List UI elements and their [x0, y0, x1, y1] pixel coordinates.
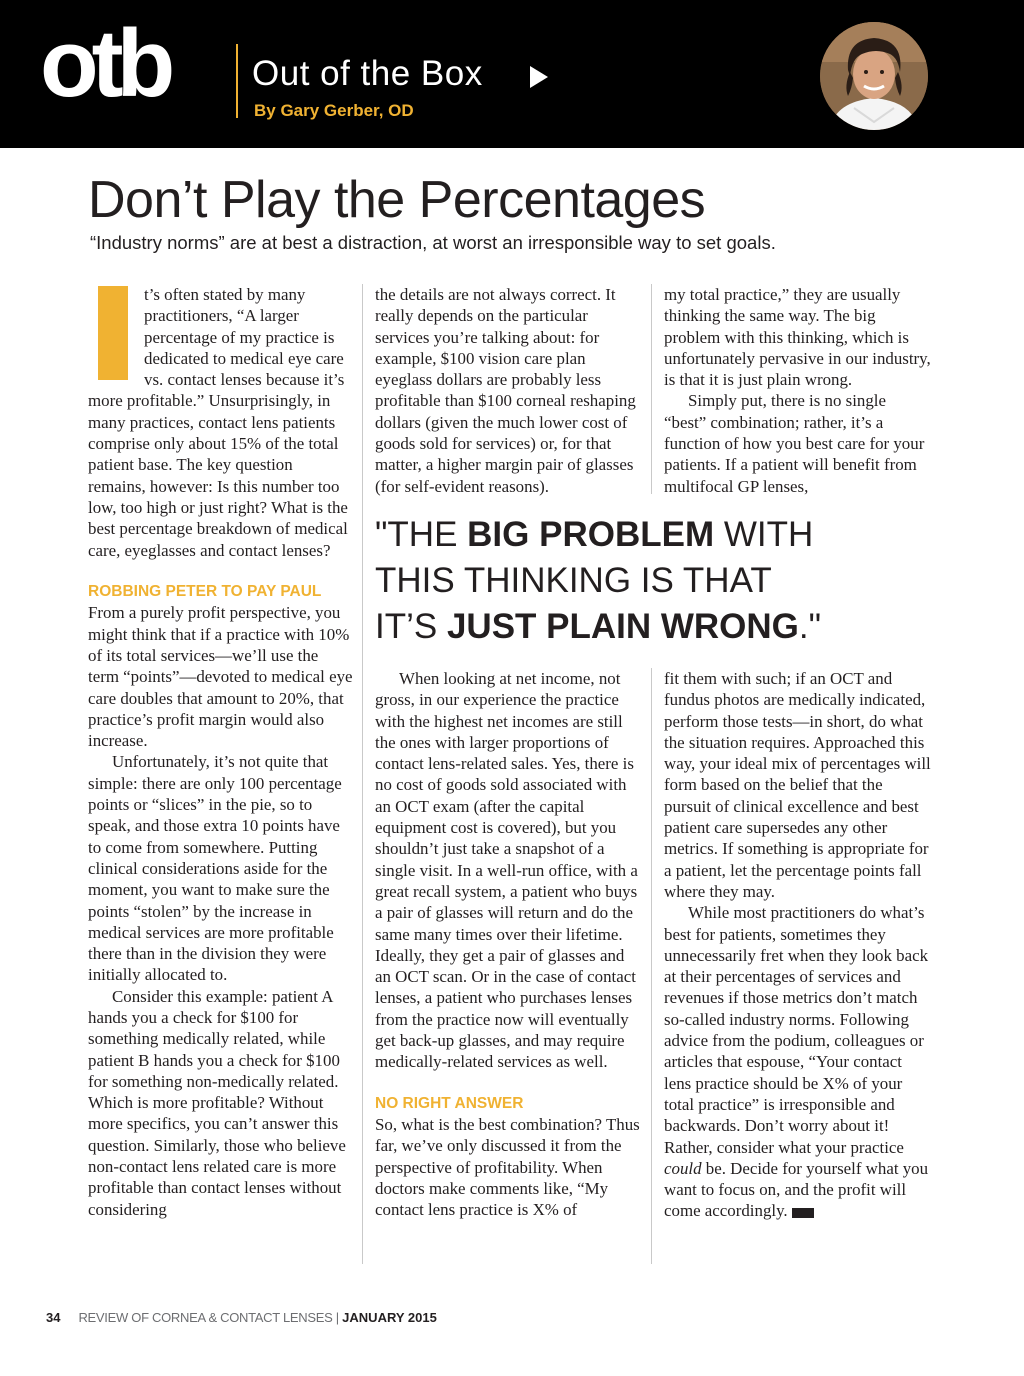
pull-quote-emphasis: BIG PROBLEM	[467, 515, 715, 554]
paragraph: Unfortunately, it’s not quite that simple: there are only 100 percentage points or “slices” in the pie, so to speak, and those extra 10 points have to come from somewhere. Putting clinical considerations aside for the moment, you want to make sure the points “stolen” by the increase in medical services are more profitable there than in the division they were initially allocated to.	[88, 752, 342, 985]
byline: By Gary Gerber, OD	[254, 101, 414, 120]
paragraph: my total practice,” they are usually thinking the same way. The big problem with this thinking, which is unfortunately pervasive in our industry, is that it is just plain wrong.	[664, 285, 931, 390]
paragraph-text: be. Decide for yourself what you want to focus on, and the profit will come accordingly.	[664, 1158, 929, 1221]
page-number: 34	[46, 1310, 61, 1325]
column-2-bottom	[375, 668, 640, 1221]
column-1	[88, 284, 353, 1220]
paragraph: Simply put, there is no single “best” combination; rather, it’s a function of how you best care for your patients. If a patient will benefit from multifocal GP lenses,	[664, 391, 925, 496]
page-footer	[46, 1311, 437, 1324]
column-3-bottom	[664, 668, 932, 1222]
paragraph	[664, 902, 932, 1221]
author-portrait-illustration	[820, 22, 928, 130]
play-arrow-icon	[530, 66, 548, 88]
pull-quote-text: WITH	[714, 515, 814, 554]
pull-quote-text: IT’S	[375, 607, 447, 646]
column-3-top	[664, 284, 932, 497]
header-banner	[0, 0, 1024, 148]
issue-date: JANUARY 2015	[342, 1310, 437, 1325]
column-divider	[362, 284, 363, 1264]
drop-cap	[98, 286, 128, 380]
italic-emphasis: could	[664, 1158, 702, 1178]
intro-paragraph	[88, 284, 353, 561]
column-divider	[651, 284, 652, 494]
paragraph: Consider this example: patient A hands you a check for $100 for something medically related, while patient B hands you a check for $100 for something non-medically related. Which is more profitable? Without more specifics, you can’t answer this question. Similarly, those who believe non-contact lens related care is more profitable than contact lenses without considering	[88, 986, 346, 1219]
header-divider	[236, 44, 238, 118]
section-title: Out of the Box	[252, 54, 483, 93]
pull-quote-text: THIS THINKING IS THAT	[375, 561, 772, 600]
column-2-top	[375, 284, 640, 497]
subhead-no-right-answer: NO RIGHT ANSWER	[375, 1094, 524, 1112]
article-deck: “Industry norms” are at best a distraction, at worst an irresponsible way to set goals.	[90, 232, 776, 253]
intro-text: t’s often stated by many practitioners, “A larger percentage of my practice is dedicated to medical eye care vs. contact lenses because it’s more profitable.” Unsurprisingly, in many practices, contact lens patients comprise only about 15% of the total patient base. The key question remains, however: Is this number too low, too high or just right? What is the best percentage breakdown of medical care, eyeglasses and contact lenses?	[88, 285, 348, 560]
publication-name: REVIEW OF CORNEA & CONTACT LENSES |	[78, 1310, 343, 1325]
paragraph: From a purely profit perspective, you might think that if a practice with 10% of its total services—we’ll use the term “points”—devoted to medical eye care doubles that amount to 20%, that practice’s profit margin would also increase.	[88, 603, 353, 751]
paragraph: fit them with such; if an OCT and fundus photos are medically indicated, perform those tests—in short, do what the situation requires. Approached this way, your ideal mix of percentages will form based on the belief that the pursuit of clinical excellence and best patient care supersedes any other metrics. If something is appropriate for a patient, let the percentage points fall where they may.	[664, 669, 931, 901]
author-photo	[820, 22, 928, 130]
article-headline: Don’t Play the Percentages	[88, 171, 706, 229]
pull-quote-emphasis: JUST PLAIN WRONG	[446, 607, 799, 646]
pull-quote	[375, 512, 935, 650]
paragraph-text: While most practitioners do what’s best for patients, sometimes they unnecessarily fret when they look back at their percentages of services and revenues if those metrics don’t match so-called industry norms. Following advice from the podium, colleagues or articles that espouse, “Your contact lens practice should be X% of your total practice” is irresponsible and backwards. Don’t worry about it! Rather, consider what your practice	[664, 903, 929, 1157]
pull-quote-text: "THE	[375, 515, 468, 554]
subhead-robbing-peter: ROBBING PETER TO PAY PAUL	[88, 582, 322, 600]
pull-quote-text: ."	[798, 607, 822, 646]
paragraph: When looking at net income, not gross, in our experience the practice with the highest net incomes are still the ones with larger proportions of contact lens-related sales. Yes, there is no cost of goods sold associated with an OCT exam (after the capital equipment cost is covered), but you shouldn’t just take a snapshot of a single visit. In a well-run office, with a great recall system, a patient who buys a pair of glasses will return and do the same many times over their lifetime. Ideally, they get a pair of glasses and an OCT scan. Or in the case of contact lenses, a patient who purchases lenses from the practice now will eventually get back-up glasses, and may require medically-related services as well.	[375, 669, 638, 1072]
otb-logo: otb	[40, 10, 169, 117]
paragraph: So, what is the best combination? Thus far, we’ve only discussed it from the perspective of profitability. When doctors make comments like, “My contact lens practice is X% of	[375, 1115, 640, 1220]
end-mark-icon	[792, 1208, 814, 1218]
column-divider	[651, 668, 652, 1264]
paragraph: the details are not always correct. It really depends on the particular services you’re talking about: for example, $100 vision care plan eyeglass dollars are probably less profitable than $100 corneal reshaping dollars (given the much lower cost of goods sold for services) or, for that matter, a higher margin pair of glasses (for self-evident reasons).	[375, 285, 636, 496]
